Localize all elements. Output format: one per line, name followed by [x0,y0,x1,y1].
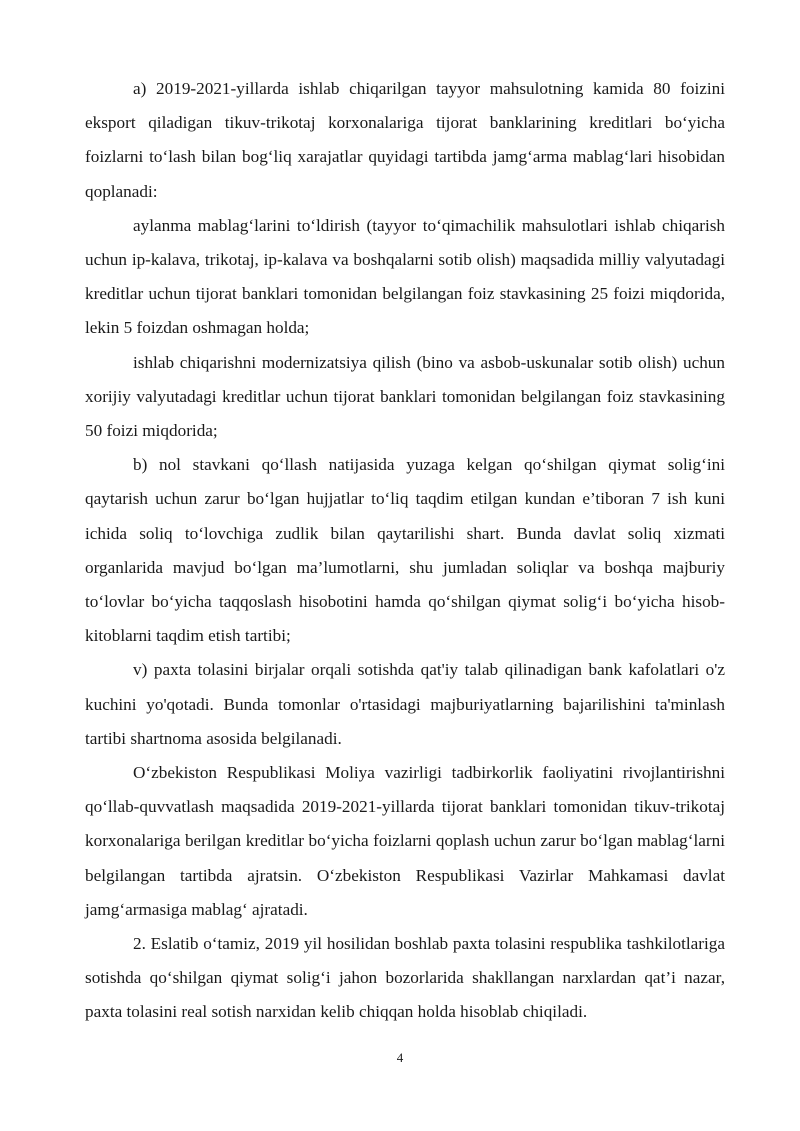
document-page [85,72,725,1030]
paragraph-2-cotton-vat: 2. Eslatib o‘tamiz, 2019 yil hosilidan boshlab paxta tolasini respublika tashkilotlariga sotishda qo‘shilgan qiymat solig‘i jahon bozorlarida shakllangan narxlardan qat’i nazar, paxta tolasini real sotish narxidan kelib chiqqan holda hisoblab chiqiladi. [85,934,725,1022]
paragraph-ministry-of-finance: O‘zbekiston Respublikasi Moliya vazirligi tadbirkorlik faoliyatini rivojlantirishni qo‘llab-quvvatlash maqsadida 2019-2021-yillarda tijorat banklari tomonidan tikuv-trikotaj korxonalariga berilgan kreditlar bo‘yicha foizlarni qoplash uchun zarur bo‘lgan mablag‘larni belgilangan tartibda ajratsin. O‘zbekiston Respublikasi Vazirlar Mahkamasi davlat jamg‘armasiga mablag‘ ajratadi. [85,763,725,919]
paragraph-modernization-loans: ishlab chiqarishni modernizatsiya qilish (bino va asbob-uskunalar sotib olish) uchun xorijiy valyutadagi kreditlar uchun tijorat banklari tomonidan belgilangan foiz stavkasining 50 foizi miqdorida; [85,352,725,441]
paragraph-working-capital-loans: aylanma mablag‘larini to‘ldirish (tayyor to‘qimachilik mahsulotlari ishlab chiqarish uchun ip-kalava, trikotaj, ip-kalava va boshqalarni sotib olish) maqsadida milliy valyutadagi kreditlar uchun tijorat banklari tomonidan belgilangan foiz stavkasining 25 foizi miqdorida, lekin 5 foizdan oshmagan holda; [85,215,725,338]
paragraph-b-vat-refund: b) nol stavkani qo‘llash natijasida yuzaga kelgan qo‘shilgan qiymat solig‘ini qaytarish uchun zarur bo‘lgan hujjatlar to‘liq taqdim etilgan kundan e’tiboran 7 ish kuni ichida soliq to‘lovchiga zudlik bilan qaytarilishi shart. Bunda davlat soliq xizmati organlarida mavjud bo‘lgan ma’lumotlarni, shu jumladan soliqlar va boshqa majburiy to‘lovlar bo‘yicha taqqoslash hisobotini hamda qo‘shilgan qiymat solig‘i bo‘yicha hisob-kitoblarni taqdim etish tartibi; [85,455,725,646]
page-number: 4 [396,1050,404,1065]
paragraph-v-bank-guarantees: v) paxta tolasini birjalar orqali sotishda qat'iy talab qilinadigan bank kafolatlari o'z kuchini yo'qotadi. Bunda tomonlar o'rtasidagi majburiyatlarning bajarilishini ta'minlash tartibi shartnoma asosida belgilanadi. [85,660,725,748]
paragraph-a-interest-compensation: a) 2019-2021-yillarda ishlab chiqarilgan tayyor mahsulotning kamida 80 foizini eksport qiladigan tikuv-trikotaj korxonalariga tijorat banklarining kreditlari bo‘yicha foizlarni to‘lash bilan bog‘liq xarajatlar quyidagi tartibda jamg‘arma mablag‘lari hisobidan qoplanadi: [85,79,725,201]
